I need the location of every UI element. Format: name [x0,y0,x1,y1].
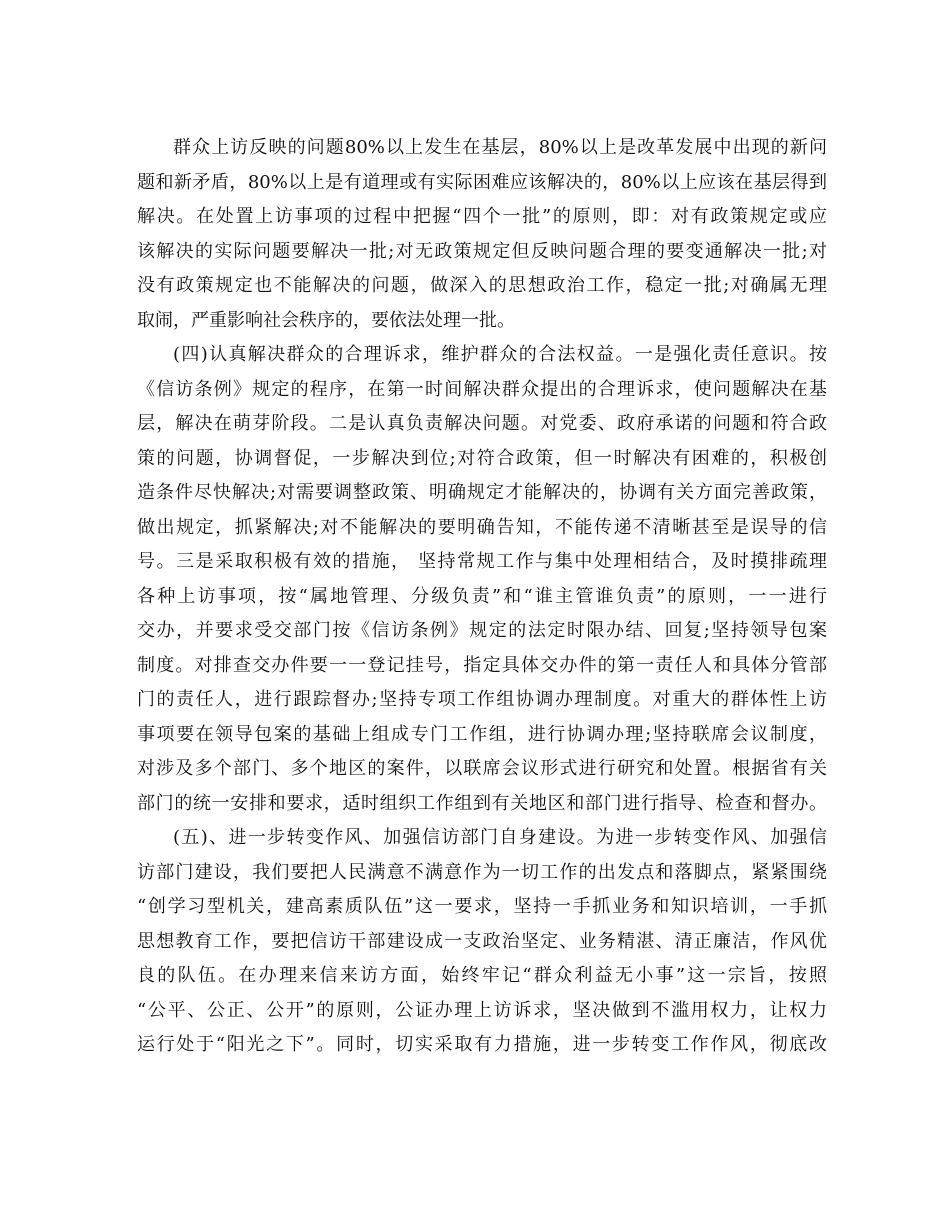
text-line: 层，解决在萌芽阶段。二是认真负责解决问题。对党委、政府承诺的问题和符合政 [137,413,827,434]
text-line: (五)、进一步转变作风、加强信访部门自身建设。为进一步转变作风、加强信 [173,827,827,848]
text-line: 做出规定，抓紧解决;对不能解决的要明确告知，不能传递不清晰甚至是误导的信 [137,516,827,538]
body-text [137,131,827,1063]
text-line: “公平、公正、公开”的原则，公证办理上访诉求，坚决做到不滥用权力，让权力 [137,999,827,1021]
text-line: 交办，并要求受交部门按《信访条例》规定的法定时限办结、回复;坚持领导包案 [137,620,827,641]
text-line: 题和新矛盾，80%以上是有道理或有实际困难应该解决的，80%以上应该在基层得到 [137,171,827,193]
text-line: 取闹，严重影响社会秩序的，要依法处理一批。 [137,309,515,331]
text-line: 《信访条例》规定的程序，在第一时间解决群众提出的合理诉求，使问题解决在基 [137,378,827,400]
text-line: 各种上访事项，按“属地管理、分级负责”和“谁主管谁负责”的原则，一一进行 [137,585,827,607]
text-line: 访部门建设，我们要把人民满意不满意作为一切工作的出发点和落脚点，紧紧围绕 [137,861,827,883]
text-line: 良的队伍。在办理来信来访方面，始终牢记“群众利益无小事”这一宗旨，按照 [137,965,827,986]
text-line: 思想教育工作，要把信访干部建设成一支政治坚定、业务精湛、清正廉洁，作风优 [137,930,827,952]
text-line: 部门的统一安排和要求，适时组织工作组到有关地区和部门进行指导、检查和督办。 [137,792,827,814]
text-line: 事项要在领导包案的基础上组成专门工作组，进行协调办理;坚持联席会议制度， [137,723,827,745]
text-line: (四)认真解决群众的合理诉求，维护群众的合法权益。一是强化责任意识。按 [173,344,827,365]
text-line: 造条件尽快解决;对需要调整政策、明确规定才能解决的，协调有关方面完善政策， [137,482,827,503]
text-line: 该解决的实际问题要解决一批;对无政策规定但反映问题合理的要变通解决一批;对 [137,240,827,262]
text-line: 运行处于“阳光之下”。同时，切实采取有力措施，进一步转变工作作风，彻底改 [137,1034,827,1055]
text-line: 号。三是采取积极有效的措施， 坚持常规工作与集中处理相结合，及时摸排疏理 [137,551,827,572]
text-line: 群众上访反映的问题80%以上发生在基层，80%以上是改革发展中出现的新问 [173,137,827,158]
text-line: 制度。对排查交办件要一一登记挂号，指定具体交办件的第一责任人和具体分管部 [137,654,827,676]
text-line: 策的问题，协调督促，一步解决到位;对符合政策，但一时解决有困难的，积极创 [137,447,827,469]
text-line: 没有政策规定也不能解决的问题，做深入的思想政治工作，稳定一批;对确属无理 [137,275,827,296]
text-line: “创学习型机关，建高素质队伍”这一要求，坚持一手抓业务和知识培训，一手抓 [137,896,827,917]
text-line: 对涉及多个部门、多个地区的案件，以联席会议形式进行研究和处置。根据省有关 [137,758,827,779]
text-line: 门的责任人，进行跟踪督办;坚持专项工作组协调办理制度。对重大的群体性上访 [137,689,827,710]
text-line: 解决。在处置上访事项的过程中把握“四个一批”的原则，即：对有政策规定或应 [137,206,827,227]
